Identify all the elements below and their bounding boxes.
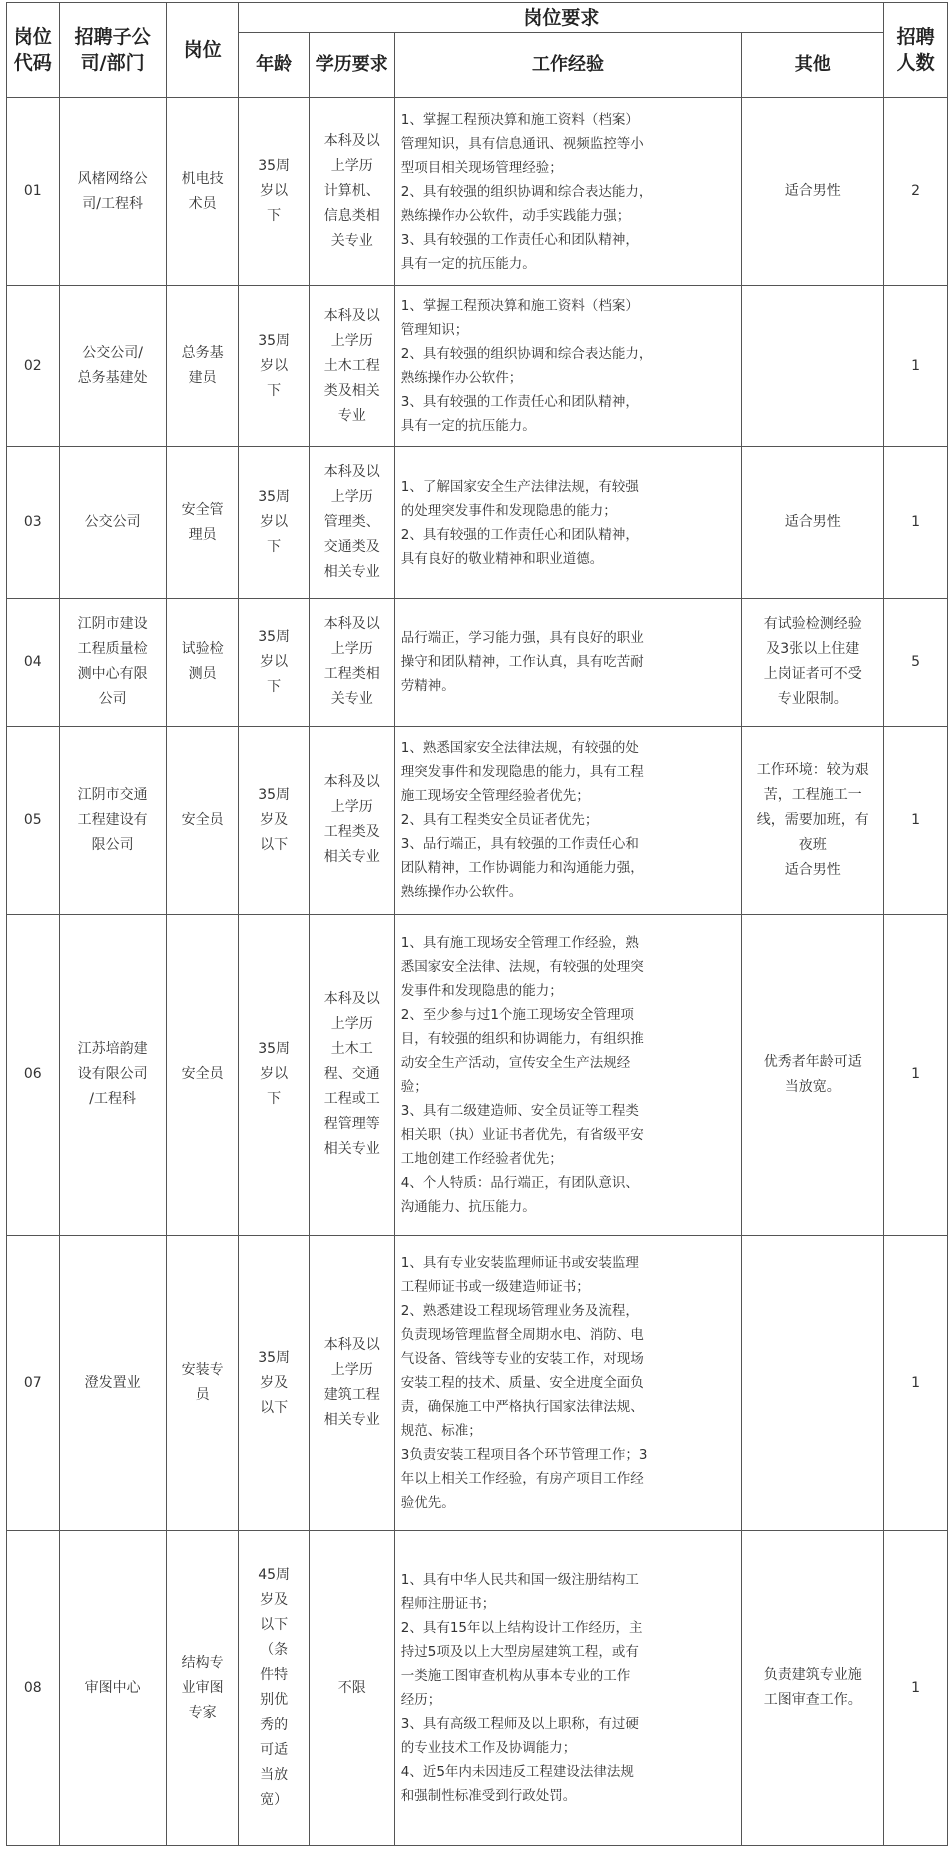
header-count: 招聘人数 [884, 3, 948, 98]
department: 风楮网络公 司/工程科 [59, 98, 166, 286]
header-requirements: 岗位要求 [239, 3, 884, 33]
experience-requirement: 1、具有施工现场安全管理工作经验，熟 悉国家安全法律、法规，有较强的处理突 发事件和发现隐患的能力； 2、至少参与过1个施工现场安全管理项 目，有较强的组织和协调能力，有组织推 动安全生产活动，宣传安全生产法规经 验； 3、具有二级建造师、安全员证等工程类 相关职（执）业证书者优先，有省级平安 工地创建工作经验者优先； 4、个人特质：品行端正，有团队意识、 沟通能力、抗压能力。 [394, 914, 742, 1236]
position: 机电技 术员 [166, 98, 239, 286]
table-row [7, 447, 948, 598]
experience-requirement: 1、具有专业安装监理师证书或安装监理 工程师证书或一级建造师证书； 2、熟悉建设工程现场管理业务及流程， 负责现场管理监督全周期水电、消防、电 气设备、管线等专业的安装工作，对现场 安装工程的技术、质量、安全进度全面负 责，确保施工中严格执行国家法律法规、 规范、标准； 3负责安装工程项目各个环节管理工作；3 年以上相关工作经验，有房产项目工作经 验优先。 [394, 1236, 742, 1531]
hire-count: 5 [884, 598, 948, 726]
table-row [7, 914, 948, 1236]
position: 安全管 理员 [166, 447, 239, 598]
position: 安装专 员 [166, 1236, 239, 1531]
education-requirement: 不限 [309, 1531, 394, 1846]
table-row [7, 286, 948, 447]
header-age: 年龄 [239, 33, 309, 98]
age-requirement: 45周 岁及 以下 （条 件特 别优 秀的 可适 当放 宽） [239, 1531, 309, 1846]
hire-count: 1 [884, 447, 948, 598]
position-code: 05 [7, 726, 60, 914]
hire-count: 1 [884, 1531, 948, 1846]
hire-count: 1 [884, 1236, 948, 1531]
age-requirement: 35周 岁以 下 [239, 447, 309, 598]
position-code: 08 [7, 1531, 60, 1846]
hire-count: 1 [884, 914, 948, 1236]
header-education: 学历要求 [309, 33, 394, 98]
experience-requirement: 品行端正，学习能力强，具有良好的职业 操守和团队精神，工作认真，具有吃苦耐 劳精神。 [394, 598, 742, 726]
other-requirement: 有试验检测经验 及3张以上住建 上岗证者可不受 专业限制。 [742, 598, 884, 726]
experience-requirement: 1、了解国家安全生产法律法规，有较强 的处理突发事件和发现隐患的能力； 2、具有较强的工作责任心和团队精神， 具有良好的敬业精神和职业道德。 [394, 447, 742, 598]
other-requirement: 工作环境：较为艰 苦，工程施工一 线，需要加班，有 夜班 适合男性 [742, 726, 884, 914]
other-requirement: 适合男性 [742, 447, 884, 598]
age-requirement: 35周 岁以 下 [239, 98, 309, 286]
age-requirement: 35周 岁及 以下 [239, 1236, 309, 1531]
age-requirement: 35周 岁以 下 [239, 914, 309, 1236]
education-requirement: 本科及以 上学历 计算机、 信息类相 关专业 [309, 98, 394, 286]
position-code: 06 [7, 914, 60, 1236]
other-requirement [742, 1236, 884, 1531]
position-code: 04 [7, 598, 60, 726]
age-requirement: 35周 岁及 以下 [239, 726, 309, 914]
experience-requirement: 1、熟悉国家安全法律法规，有较强的处 理突发事件和发现隐患的能力，具有工程 施工现场安全管理经验者优先； 2、具有工程类安全员证者优先； 3、品行端正，具有较强的工作责任心和 团队精神，工作协调能力和沟通能力强， 熟练操作办公软件。 [394, 726, 742, 914]
other-requirement [742, 286, 884, 447]
position: 安全员 [166, 726, 239, 914]
department: 江苏培韵建 设有限公司 /工程科 [59, 914, 166, 1236]
other-requirement: 优秀者年龄可适 当放宽。 [742, 914, 884, 1236]
hire-count: 1 [884, 286, 948, 447]
age-requirement: 35周 岁以 下 [239, 598, 309, 726]
position-code: 07 [7, 1236, 60, 1531]
position: 总务基 建员 [166, 286, 239, 447]
table-row [7, 726, 948, 914]
education-requirement: 本科及以 上学历 工程类及 相关专业 [309, 726, 394, 914]
header-code: 岗位代码 [7, 3, 60, 98]
department: 审图中心 [59, 1531, 166, 1846]
header-experience: 工作经验 [394, 33, 742, 98]
department: 江阴市建设 工程质量检 测中心有限 公司 [59, 598, 166, 726]
other-requirement: 负责建筑专业施 工图审查工作。 [742, 1531, 884, 1846]
experience-requirement: 1、掌握工程预决算和施工资料（档案） 管理知识，具有信息通讯、视频监控等小 型项目相关现场管理经验； 2、具有较强的组织协调和综合表达能力， 熟练操作办公软件，动手实践能力强； 3、具有较强的工作责任心和团队精神， 具有一定的抗压能力。 [394, 98, 742, 286]
position-code: 02 [7, 286, 60, 447]
education-requirement: 本科及以 上学历 建筑工程 相关专业 [309, 1236, 394, 1531]
position-code: 01 [7, 98, 60, 286]
education-requirement: 本科及以 上学历 土木工 程、交通 工程或工 程管理等 相关专业 [309, 914, 394, 1236]
age-requirement: 35周 岁以 下 [239, 286, 309, 447]
table-row [7, 98, 948, 286]
table-row [7, 598, 948, 726]
position-code: 03 [7, 447, 60, 598]
department: 江阴市交通 工程建设有 限公司 [59, 726, 166, 914]
experience-requirement: 1、掌握工程预决算和施工资料（档案） 管理知识； 2、具有较强的组织协调和综合表达能力， 熟练操作办公软件； 3、具有较强的工作责任心和团队精神， 具有一定的抗压能力。 [394, 286, 742, 447]
position: 安全员 [166, 914, 239, 1236]
department: 公交公司 [59, 447, 166, 598]
hire-count: 2 [884, 98, 948, 286]
position: 试验检 测员 [166, 598, 239, 726]
department: 澄发置业 [59, 1236, 166, 1531]
header-position: 岗位 [166, 3, 239, 98]
header-other: 其他 [742, 33, 884, 98]
education-requirement: 本科及以 上学历 工程类相 关专业 [309, 598, 394, 726]
hire-count: 1 [884, 726, 948, 914]
experience-requirement: 1、具有中华人民共和国一级注册结构工 程师注册证书； 2、具有15年以上结构设计工作经历，主 持过5项及以上大型房屋建筑工程，或有 一类施工图审查机构从事本专业的工作 经历； 3、具有高级工程师及以上职称，有过硬 的专业技术工作及协调能力； 4、近5年内未因违反工程建设法律法规 和强制性标准受到行政处罚。 [394, 1531, 742, 1846]
education-requirement: 本科及以 上学历 管理类、 交通类及 相关专业 [309, 447, 394, 598]
department: 公交公司/ 总务基建处 [59, 286, 166, 447]
table-row [7, 1236, 948, 1531]
education-requirement: 本科及以 上学历 土木工程 类及相关 专业 [309, 286, 394, 447]
position: 结构专 业审图 专家 [166, 1531, 239, 1846]
other-requirement: 适合男性 [742, 98, 884, 286]
table-row [7, 1531, 948, 1846]
recruitment-table [6, 2, 948, 1846]
header-dept: 招聘子公司/部门 [59, 3, 166, 98]
